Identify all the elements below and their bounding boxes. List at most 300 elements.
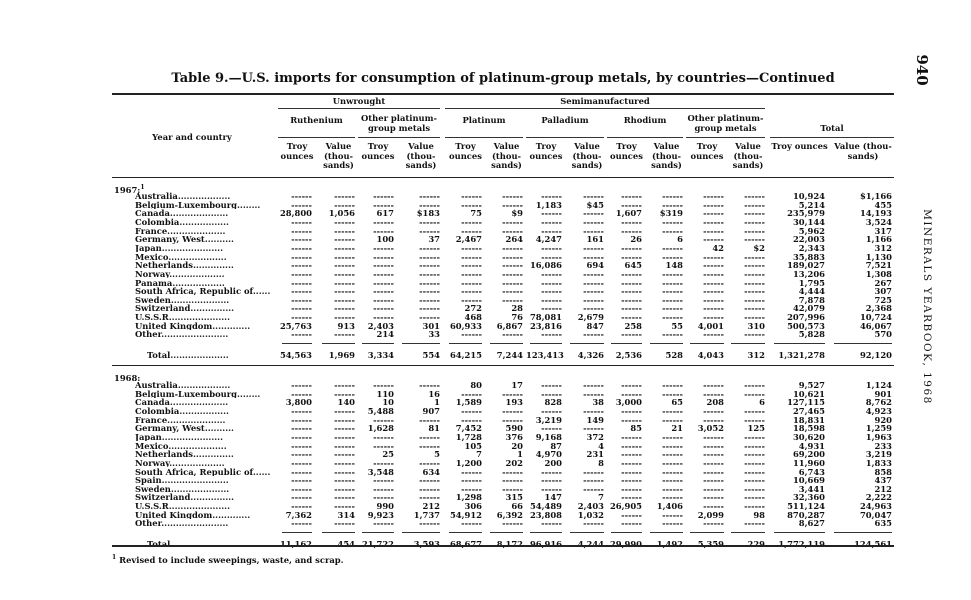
- table-cell: ------: [291, 242, 312, 253]
- table-cell: ------: [662, 294, 683, 305]
- table-cell: ------: [541, 405, 562, 416]
- table-cell: ------: [703, 294, 724, 305]
- table-cell: ------: [419, 483, 440, 494]
- country-name: [135, 330, 273, 339]
- table-cell: ------: [703, 277, 724, 288]
- table-cell: ------: [334, 242, 355, 253]
- country-label: Belgium-Luxembourg: [135, 389, 238, 399]
- table-cell: 3,219: [535, 414, 562, 425]
- table-cell: ------: [419, 216, 440, 227]
- table-cell: 8,762: [865, 397, 892, 408]
- header-rhodium: Rhodium: [623, 115, 667, 125]
- table-cell: 264: [505, 234, 523, 245]
- table-cell: ------: [373, 312, 394, 323]
- country-name: [135, 253, 273, 262]
- leader-dots: ....................: [170, 484, 230, 494]
- table-cell: ------: [744, 216, 765, 227]
- table-cell: ------: [662, 199, 683, 210]
- table-cell: 24,963: [859, 501, 892, 512]
- table-cell: 66: [511, 501, 523, 512]
- leader-dots: ..............: [192, 450, 234, 459]
- table-cell: ------: [583, 294, 604, 305]
- country-name: [135, 313, 273, 322]
- leader-dots: .............: [212, 321, 251, 331]
- table-cell: 3,052: [697, 423, 724, 434]
- table-cell: ------: [291, 449, 312, 460]
- table-cell: 9,527: [798, 380, 825, 390]
- table-cell: 10: [382, 397, 394, 408]
- leader-dots: ...................: [169, 458, 225, 468]
- table-cell: 9,168: [535, 431, 562, 442]
- table-cell: ------: [334, 294, 355, 305]
- table-cell: ------: [744, 449, 765, 460]
- country-label: Japan: [135, 432, 162, 442]
- table-cell: ------: [541, 208, 562, 219]
- country-label: Norway: [135, 458, 170, 468]
- table-cell: $45: [586, 199, 604, 210]
- table-cell: ------: [744, 405, 765, 416]
- table-cell: 6: [677, 234, 683, 245]
- table-cell: ------: [744, 440, 765, 451]
- total-cell: 92,120: [859, 350, 892, 361]
- table-cell: ------: [461, 483, 482, 494]
- table-cell: ------: [703, 475, 724, 486]
- total-rule: [490, 532, 523, 533]
- table-cell: 212: [422, 501, 440, 512]
- table-cell: 307: [874, 286, 892, 297]
- table-cell: ------: [291, 303, 312, 314]
- table-cell: 16: [428, 388, 440, 399]
- table-cell: ------: [703, 518, 724, 529]
- table-cell: 570: [874, 329, 892, 340]
- table-cell: 28: [511, 303, 523, 314]
- table-cell: ------: [461, 242, 482, 253]
- table-cell: ------: [662, 303, 683, 314]
- table-cell: 26: [630, 234, 642, 245]
- table-cell: ------: [703, 260, 724, 271]
- country-name: [135, 390, 273, 399]
- table-cell: ------: [744, 518, 765, 529]
- table-cell: 920: [874, 414, 892, 425]
- table-cell: ------: [621, 277, 642, 288]
- table-cell: ------: [334, 483, 355, 494]
- year-label: 1967:: [114, 184, 141, 195]
- table-cell: 7,362: [285, 509, 312, 520]
- table-cell: 10,669: [792, 475, 825, 486]
- table-cell: 901: [874, 388, 892, 399]
- country-name: [135, 424, 273, 433]
- table-cell: $2: [753, 242, 765, 253]
- table-cell: 314: [337, 509, 355, 520]
- table-cell: ------: [373, 431, 394, 442]
- table-cell: $319: [659, 208, 683, 219]
- table-cell: ------: [621, 268, 642, 279]
- table-cell: ------: [373, 483, 394, 494]
- table-cell: ------: [703, 380, 724, 390]
- table-cell: 990: [376, 501, 394, 512]
- leader-dots: ...............: [190, 493, 235, 502]
- leader-dots: .....................: [168, 313, 230, 322]
- total-rule: [322, 532, 355, 533]
- table-cell: ------: [334, 303, 355, 314]
- table-cell: ------: [291, 312, 312, 323]
- table-cell: 5,488: [367, 405, 394, 416]
- leader-dots: ....................: [167, 415, 226, 425]
- table-cell: ------: [662, 431, 683, 442]
- total-cell: 3,593: [413, 539, 440, 550]
- table-cell: 1,628: [367, 423, 394, 434]
- country-name: [135, 493, 273, 502]
- table-cell: 500,573: [787, 320, 825, 331]
- total-cell: 96,916: [529, 539, 562, 550]
- table-cell: ------: [373, 492, 394, 503]
- table-cell: 1,298: [455, 492, 482, 503]
- table-cell: 76: [511, 312, 523, 323]
- country-label: Mexico: [135, 441, 169, 451]
- table-cell: ------: [373, 268, 394, 279]
- table-cell: 30,620: [792, 431, 825, 442]
- total-rule: [774, 343, 825, 344]
- total-cell: 1,321,278: [778, 350, 825, 361]
- table-cell: ------: [334, 286, 355, 297]
- table-cell: ------: [334, 405, 355, 416]
- table-cell: 2,343: [798, 242, 825, 253]
- table-cell: ------: [621, 457, 642, 468]
- country-label: Netherlands: [135, 261, 193, 270]
- table-cell: ------: [419, 286, 440, 297]
- country-name: [135, 261, 273, 270]
- leader-dots: ........: [237, 389, 261, 399]
- country-name: [135, 227, 273, 236]
- table-cell: ------: [703, 329, 724, 340]
- table-cell: 18,831: [792, 414, 825, 425]
- country-label: Other: [135, 330, 162, 339]
- table-cell: ------: [334, 199, 355, 210]
- table-cell: ------: [621, 242, 642, 253]
- table-cell: ------: [502, 199, 523, 210]
- table-cell: 4,247: [535, 234, 562, 245]
- country-name: [135, 511, 273, 520]
- table-cell: 200: [544, 457, 562, 468]
- table-cell: 13,206: [792, 268, 825, 279]
- table-cell: 81: [428, 423, 440, 434]
- total-cell: 312: [747, 350, 765, 361]
- table-cell: ------: [291, 483, 312, 494]
- subheader-value: Value (thou-sands): [405, 141, 437, 170]
- country-name: [135, 519, 273, 528]
- table-cell: ------: [334, 234, 355, 245]
- table-cell: 1: [517, 449, 523, 460]
- table-cell: 1,728: [455, 431, 482, 442]
- table-cell: 20: [511, 440, 523, 451]
- table-cell: ------: [334, 329, 355, 340]
- table-cell: ------: [744, 380, 765, 390]
- table-cell: 202: [505, 457, 523, 468]
- table-cell: 315: [505, 492, 523, 503]
- country-name: [135, 450, 273, 459]
- table-cell: ------: [662, 509, 683, 520]
- table-cell: 1,259: [865, 423, 892, 434]
- leader-dots: .................: [179, 406, 229, 416]
- country-name: [135, 476, 273, 485]
- total-text: Total: [147, 540, 171, 549]
- leader-dots: ....................: [170, 295, 230, 305]
- table-cell: ------: [334, 260, 355, 271]
- table-cell: ------: [744, 475, 765, 486]
- leader-dots: ......: [252, 467, 271, 476]
- country-name: [135, 192, 273, 201]
- table-cell: ------: [703, 251, 724, 262]
- subheader-rule-7: [770, 137, 894, 138]
- country-name: [135, 407, 273, 416]
- table-cell: ------: [373, 294, 394, 305]
- table-cell: 233: [874, 440, 892, 451]
- table-cell: ------: [334, 492, 355, 503]
- total-rule: [834, 343, 892, 344]
- table-cell: ------: [419, 268, 440, 279]
- table-cell: ------: [373, 475, 394, 486]
- country-label: Sweden: [135, 484, 171, 494]
- table-cell: ------: [334, 414, 355, 425]
- table-cell: ------: [583, 405, 604, 416]
- leader-dots: ..........: [204, 235, 234, 244]
- table-cell: 7: [598, 492, 604, 503]
- table-cell: ------: [291, 518, 312, 529]
- table-cell: 634: [422, 466, 440, 477]
- table-cell: ------: [373, 260, 394, 271]
- total-cell: 11,162: [279, 539, 312, 550]
- subheader-troy-ounces: Troy ounces: [771, 141, 828, 151]
- table-cell: 7,521: [865, 260, 892, 271]
- table-cell: ------: [291, 380, 312, 390]
- table-cell: 70,047: [859, 509, 892, 520]
- table-cell: ------: [334, 380, 355, 390]
- table-cell: ------: [419, 431, 440, 442]
- total-cell: 68,677: [449, 539, 482, 550]
- total-rule: [362, 532, 394, 533]
- table-cell: ------: [334, 440, 355, 451]
- table-cell: ------: [502, 294, 523, 305]
- table-cell: ------: [662, 492, 683, 503]
- table-cell: ------: [621, 294, 642, 305]
- table-cell: 694: [586, 260, 604, 271]
- table-cell: ------: [583, 483, 604, 494]
- table-cell: 22,003: [792, 234, 825, 245]
- table-cell: ------: [744, 466, 765, 477]
- table-cell: 30,144: [792, 216, 825, 227]
- table-cell: 214: [376, 329, 394, 340]
- table-cell: ------: [541, 329, 562, 340]
- table-cell: 37: [428, 234, 440, 245]
- table-cell: 1,308: [865, 268, 892, 279]
- country-name: [135, 502, 273, 511]
- table-cell: ------: [541, 294, 562, 305]
- table-cell: ------: [291, 414, 312, 425]
- table-cell: ------: [461, 191, 482, 201]
- total-rule: [490, 343, 523, 344]
- total-rule: [570, 343, 604, 344]
- leader-dots: .....................: [161, 243, 223, 253]
- table-cell: 212: [874, 483, 892, 494]
- table-cell: ------: [373, 277, 394, 288]
- table-cell: 235,979: [787, 208, 825, 219]
- table-cell: ------: [419, 294, 440, 305]
- table-cell: ------: [461, 216, 482, 227]
- table-cell: ------: [291, 277, 312, 288]
- table-cell: ------: [621, 449, 642, 460]
- header-ruthenium: Ruthenium: [290, 115, 343, 125]
- country-label: Panama: [135, 278, 173, 287]
- subheader-rule-4: [526, 137, 604, 138]
- table-cell: ------: [703, 501, 724, 512]
- table-cell: ------: [291, 440, 312, 451]
- table-cell: 65: [671, 397, 683, 408]
- table-cell: 8: [598, 457, 604, 468]
- header-year-and-country: Year and country: [152, 132, 232, 142]
- table-cell: 437: [874, 475, 892, 486]
- table-cell: ------: [744, 388, 765, 399]
- table-cell: ------: [662, 312, 683, 323]
- table-cell: 267: [874, 277, 892, 288]
- table-cell: ------: [502, 414, 523, 425]
- country-label: United Kingdom: [135, 510, 213, 520]
- table-cell: $183: [416, 208, 440, 219]
- country-label: Norway: [135, 269, 170, 279]
- table-cell: ------: [334, 423, 355, 434]
- table-cell: ------: [373, 225, 394, 236]
- table-cell: ------: [291, 329, 312, 340]
- table-cell: ------: [621, 466, 642, 477]
- table-cell: ------: [583, 277, 604, 288]
- table-cell: ------: [621, 509, 642, 520]
- table-cell: 3,441: [798, 483, 825, 494]
- table-cell: ------: [703, 268, 724, 279]
- header-semimanufactured: Semimanufactured: [560, 96, 650, 106]
- table-cell: ------: [373, 242, 394, 253]
- total-rule: [449, 532, 482, 533]
- table-cell: ------: [703, 303, 724, 314]
- table-cell: 828: [544, 397, 562, 408]
- table-cell: ------: [502, 483, 523, 494]
- table-cell: 98: [753, 509, 765, 520]
- table-cell: ------: [373, 518, 394, 529]
- country-name: [135, 485, 273, 494]
- table-cell: ------: [703, 457, 724, 468]
- table-cell: ------: [419, 242, 440, 253]
- table-cell: 7,452: [455, 423, 482, 434]
- table-cell: ------: [541, 423, 562, 434]
- country-name: [135, 218, 273, 227]
- table-cell: ------: [662, 277, 683, 288]
- table-cell: ------: [583, 242, 604, 253]
- table-cell: ------: [583, 518, 604, 529]
- table-cell: ------: [291, 457, 312, 468]
- total-cell: 4,244: [577, 539, 604, 550]
- table-cell: 1,795: [798, 277, 825, 288]
- total-cell: 4,043: [697, 350, 724, 361]
- table-cell: 78,081: [529, 312, 562, 323]
- table-cell: 125: [747, 423, 765, 434]
- table-cell: 10,924: [792, 191, 825, 201]
- table-cell: ------: [744, 303, 765, 314]
- table-cell: ------: [502, 216, 523, 227]
- header-bottom-rule: [112, 177, 894, 178]
- table-cell: ------: [373, 380, 394, 390]
- table-cell: ------: [461, 414, 482, 425]
- table-cell: 306: [464, 501, 482, 512]
- table-cell: ------: [291, 234, 312, 245]
- table-cell: ------: [419, 199, 440, 210]
- table-cell: 3,524: [865, 216, 892, 227]
- table-cell: ------: [334, 216, 355, 227]
- table-cell: ------: [541, 277, 562, 288]
- table-cell: ------: [621, 329, 642, 340]
- table-cell: ------: [541, 286, 562, 297]
- table-cell: ------: [621, 216, 642, 227]
- table-cell: ------: [373, 216, 394, 227]
- table-cell: ------: [662, 518, 683, 529]
- leader-dots: ....................: [170, 540, 229, 549]
- total-cell: 5,359: [697, 539, 724, 550]
- table-cell: ------: [583, 423, 604, 434]
- table-cell: ------: [502, 268, 523, 279]
- table-cell: ------: [541, 251, 562, 262]
- country-label: Colombia: [135, 406, 180, 416]
- footnote-mark: 1: [112, 554, 117, 561]
- table-cell: ------: [744, 225, 765, 236]
- table-cell: 4,931: [798, 440, 825, 451]
- table-cell: ------: [621, 483, 642, 494]
- country-name: [135, 381, 273, 390]
- table-cell: 6,867: [496, 320, 523, 331]
- country-label: Mexico: [135, 252, 169, 262]
- total-cell: 7,244: [496, 350, 523, 361]
- leader-dots: ....................: [170, 351, 229, 360]
- table-cell: ------: [419, 380, 440, 390]
- table-cell: ------: [291, 260, 312, 271]
- table-cell: ------: [703, 191, 724, 201]
- table-cell: ------: [461, 466, 482, 477]
- table-cell: ------: [461, 277, 482, 288]
- table-cell: ------: [541, 225, 562, 236]
- table-cell: ------: [291, 294, 312, 305]
- table-cell: 312: [874, 242, 892, 253]
- total-cell: 2,536: [615, 350, 642, 361]
- table-cell: ------: [662, 388, 683, 399]
- table-cell: 258: [624, 320, 642, 331]
- country-label: Netherlands: [135, 450, 193, 459]
- table-cell: ------: [621, 431, 642, 442]
- subheader-rule-1: [278, 137, 355, 138]
- table-cell: ------: [334, 457, 355, 468]
- table-cell: 32,360: [792, 492, 825, 503]
- table-cell: ------: [334, 312, 355, 323]
- table-cell: ------: [373, 414, 394, 425]
- table-cell: ------: [621, 191, 642, 201]
- table-cell: ------: [334, 191, 355, 201]
- table-cell: ------: [334, 518, 355, 529]
- table-cell: ------: [621, 380, 642, 390]
- table-cell: 2,099: [697, 509, 724, 520]
- table-cell: ------: [703, 312, 724, 323]
- leader-dots: ....................: [169, 209, 229, 218]
- table-cell: ------: [373, 457, 394, 468]
- subheader-troy-ounces: Troy ounces: [449, 141, 482, 161]
- table-cell: ------: [502, 388, 523, 399]
- total-rule: [774, 532, 825, 533]
- total-rule: [611, 343, 642, 344]
- table-cell: ------: [662, 286, 683, 297]
